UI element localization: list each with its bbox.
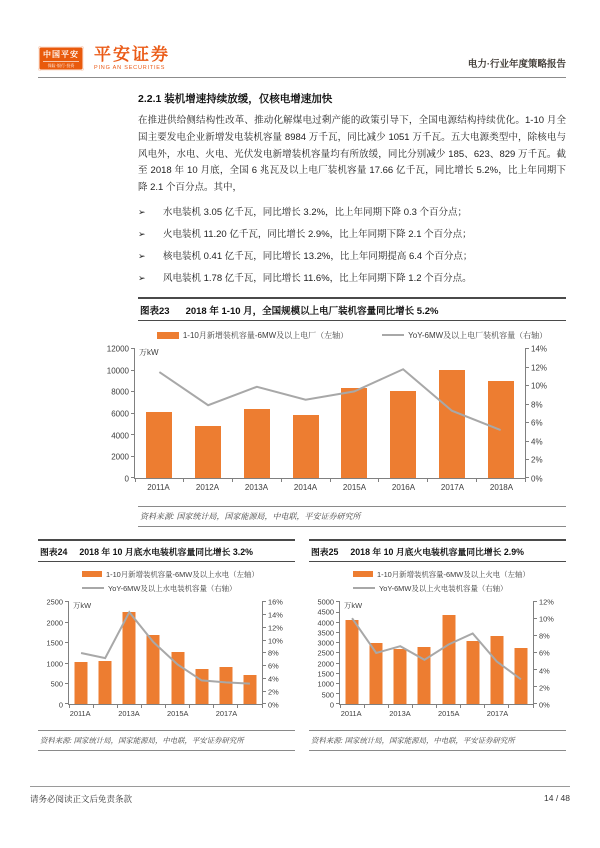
figure-24-label: 图表24	[40, 546, 68, 557]
bullet-item	[138, 206, 566, 219]
line-legend-swatch	[353, 587, 375, 589]
bullet-item	[138, 250, 566, 263]
right-axis	[263, 597, 295, 710]
bullet-list	[138, 206, 566, 285]
y-axis-tick-label: 500	[321, 690, 334, 700]
y-axis-tick-label: 14%	[268, 610, 283, 620]
y-axis-tick-label: 2%	[539, 683, 550, 693]
x-axis-labels	[134, 483, 526, 496]
line-legend-label: YoY-6MW及以上火电装机容量（右轴）	[379, 583, 508, 593]
y-axis-tick-label: 8%	[539, 631, 550, 641]
brand-block	[38, 46, 170, 71]
axis-tick	[364, 704, 365, 708]
axis-tick	[427, 478, 428, 482]
body-paragraph: 在推进供给侧结构性改革、推动化解煤电过剩产能的政策引导下，全国电源结构持续优化。1-10 月全国主要发电企业新增发电装机容量 8984 万千瓦，同比减少 1051 万千瓦。五大电源类型中，除核电与风电外，水电、火电、光伏发电新增装机容量均有所放缓，同比分别减少 185、623、829 万千瓦。截至 2018 年 10 月底，全国 6 兆瓦及以上电厂装机容量 17.66 亿千瓦，同比增长 5.2%，比上年同期下降 2.1 个百分点。其中，	[138, 115, 566, 194]
left-axis	[38, 597, 68, 710]
x-axis-tick-label: 2013A	[244, 482, 269, 492]
x-axis-tick-label: 2018A	[489, 482, 514, 492]
bullet-arrow-icon: ➢	[138, 206, 146, 217]
yoy-line	[159, 369, 500, 430]
y-axis-tick-label: 5000	[317, 597, 334, 607]
y-axis-tick-label: 2500	[46, 597, 63, 607]
figure-24-legend	[82, 569, 295, 594]
section-title: 2.2.1 装机增速持续放缓，仅核电增速加快	[138, 93, 333, 105]
y-axis-tick-label: 12%	[531, 363, 548, 373]
axis-tick	[378, 478, 379, 482]
y-axis-tick-label: 10%	[531, 381, 548, 391]
figure-25-source: 资料来源: 国家统计局，国家能源局，中电联，平安证券研究所	[309, 730, 566, 751]
yoy-line	[81, 612, 250, 683]
y-axis-tick-label: 2%	[268, 687, 279, 697]
right-axis	[534, 597, 566, 710]
figure-25-legend	[353, 569, 566, 594]
left-axis	[98, 344, 134, 484]
figure-23-legend	[138, 330, 566, 341]
x-axis-tick-label: 2017A	[486, 708, 509, 718]
bullet-item	[138, 272, 566, 285]
plot-area	[68, 602, 263, 705]
figure-23-chart	[98, 344, 566, 496]
figure-23-header	[138, 297, 566, 321]
y-axis-tick-label: 8000	[111, 387, 129, 397]
axis-tick	[237, 704, 238, 708]
report-type-label: 电力·行业年度策略报告	[467, 59, 566, 70]
legend-item-bar	[157, 330, 348, 341]
y-axis-tick-label: 6%	[531, 418, 543, 428]
axis-tick	[460, 704, 461, 708]
x-axis-tick-label: 2015A	[342, 482, 367, 492]
bullet-text: 核电装机 0.41 亿千瓦，同比增长 13.2%，比上年同期提高 6.4 个百分点；	[163, 250, 473, 262]
y-axis-tick-label: 0%	[539, 700, 550, 710]
y-axis-tick-label: 8%	[268, 648, 279, 658]
legend-item-line	[82, 583, 295, 594]
axis-tick	[232, 478, 233, 482]
bar-legend-swatch	[157, 332, 179, 339]
bar-legend-swatch	[353, 571, 373, 577]
figure-23-label: 图表23	[140, 305, 170, 317]
y-axis-tick-label: 2000	[111, 452, 129, 462]
x-axis-labels	[339, 709, 534, 722]
line-legend-swatch	[82, 587, 104, 589]
footer-disclaimer: 请务必阅读正文后免责条款	[30, 794, 133, 804]
y-axis-tick-label: 2000	[46, 618, 63, 628]
y-axis-tick-label: 0%	[531, 474, 543, 484]
y-axis-tick-label: 12000	[106, 344, 129, 354]
axis-tick	[436, 704, 437, 708]
right-axis	[526, 344, 566, 484]
y-axis-tick-label: 500	[50, 679, 63, 689]
legend-item-line	[382, 330, 547, 341]
figure-23-title: 2018 年 1-10 月，全国规模以上电厂装机容量同比增长 5.2%	[185, 305, 439, 317]
figure-24-source: 资料来源: 国家统计局，国家能源局，中电联，平安证券研究所	[38, 730, 295, 751]
main-content	[106, 91, 566, 527]
axis-tick	[93, 704, 94, 708]
bullet-arrow-icon: ➢	[138, 250, 146, 261]
axis-tick	[117, 704, 118, 708]
bar-legend-label: 1-10月新增装机容量-6MW及以上电厂（左轴）	[182, 330, 349, 340]
pingan-group-logo	[38, 46, 84, 71]
figure-24-title: 2018 年 10 月底水电装机容量同比增长 3.2%	[79, 546, 253, 557]
x-axis-tick-label: 2014A	[293, 482, 318, 492]
figure-25	[309, 539, 566, 751]
logo-subtitle: 保险·银行·投资	[43, 61, 79, 69]
y-axis-tick-label: 4500	[317, 607, 334, 617]
y-axis-tick-label: 10000	[106, 366, 129, 376]
left-axis	[309, 597, 339, 710]
axis-tick	[183, 478, 184, 482]
brand-name-en: PING AN SECURITIES	[94, 65, 166, 71]
y-axis-tick-label: 6%	[268, 661, 279, 671]
bullet-item	[138, 228, 566, 241]
line-legend-swatch	[382, 334, 404, 336]
bullet-text: 风电装机 1.78 亿千瓦，同比增长 11.6%，比上年同期下降 1.2 个百分点。	[163, 272, 472, 284]
axis-tick	[330, 478, 331, 482]
y-axis-tick-label: 2%	[531, 455, 543, 465]
axis-tick	[388, 704, 389, 708]
brand-name-cn: 平安证券	[94, 45, 170, 64]
y-axis-tick-label: 4%	[539, 666, 550, 676]
axis-tick	[165, 704, 166, 708]
bullet-arrow-icon: ➢	[138, 272, 146, 283]
figure-25-title: 2018 年 10 月底火电装机容量同比增长 2.9%	[350, 546, 524, 557]
x-axis-tick-label: 2017A	[440, 482, 465, 492]
page-header	[0, 0, 600, 71]
y-axis-tick-label: 3500	[317, 628, 334, 638]
y-axis-tick-label: 1000	[317, 679, 334, 689]
y-axis-tick-label: 0	[58, 700, 63, 710]
x-axis-tick-label: 2015A	[167, 708, 189, 718]
legend-item-line	[353, 583, 566, 594]
figure-25-label: 图表25	[311, 546, 339, 557]
x-axis-tick-label: 2013A	[118, 708, 140, 718]
plot-area	[134, 349, 526, 479]
y-axis-tick-label: 10%	[539, 614, 554, 624]
y-axis-tick-label: 16%	[268, 597, 283, 607]
axis-tick	[135, 478, 136, 482]
y-axis-tick-label: 4000	[317, 618, 334, 628]
axis-tick	[189, 704, 190, 708]
axis-tick	[69, 704, 70, 708]
y-axis-tick-label: 1500	[46, 638, 63, 648]
x-axis-tick-label: 2011A	[147, 482, 170, 492]
y-axis-tick-label: 0%	[268, 700, 279, 710]
axis-unit-label: 万kW	[73, 600, 92, 610]
x-axis-tick-label: 2016A	[391, 482, 416, 492]
legend-item-bar	[82, 569, 295, 580]
y-axis-tick-label: 1500	[317, 669, 334, 679]
bullet-arrow-icon: ➢	[138, 228, 146, 239]
y-axis-tick-label: 14%	[531, 344, 548, 354]
x-axis-tick-label: 2011A	[69, 708, 91, 718]
line-legend-label: YoY-6MW及以上电厂装机容量（右轴）	[408, 330, 548, 340]
axis-tick	[484, 704, 485, 708]
figure-25-chart	[309, 597, 566, 722]
x-axis-tick-label: 2013A	[389, 708, 411, 718]
y-axis-tick-label: 1000	[46, 659, 63, 669]
x-axis-tick-label: 2011A	[340, 708, 362, 718]
axis-unit-label: 万kW	[344, 600, 363, 610]
page-number: 14 / 48	[544, 793, 570, 803]
legend-item-bar	[353, 569, 566, 580]
figure-24-header	[38, 539, 295, 562]
axis-tick	[281, 478, 282, 482]
axis-tick	[412, 704, 413, 708]
figure-23-source: 资料来源: 国家统计局，国家能源局，中电联，平安证券研究所	[138, 506, 566, 527]
bar-legend-label: 1-10月新增装机容量-6MW及以上火电（左轴）	[377, 569, 530, 579]
y-axis-tick-label: 12%	[539, 597, 554, 607]
axis-unit-label: 万kW	[139, 347, 159, 357]
y-axis-tick-label: 6000	[111, 409, 129, 419]
figure-24-chart	[38, 597, 295, 722]
y-axis-tick-label: 2500	[317, 648, 334, 658]
axis-tick	[508, 704, 509, 708]
y-axis-tick-label: 4%	[268, 674, 279, 684]
x-axis-tick-label: 2017A	[215, 708, 238, 718]
bullet-text: 水电装机 3.05 亿千瓦，同比增长 3.2%，比上年同期下降 0.3 个百分点；	[163, 206, 468, 218]
x-axis-tick-label: 2012A	[195, 482, 220, 492]
axis-tick	[213, 704, 214, 708]
axis-tick	[141, 704, 142, 708]
bullet-text: 火电装机 11.20 亿千瓦，同比增长 2.9%，比上年同期下降 2.1 个百分点；	[163, 228, 472, 240]
figure-25-header	[309, 539, 566, 562]
yoy-line	[352, 618, 521, 679]
axis-tick	[340, 704, 341, 708]
line-legend-label: YoY-6MW及以上水电装机容量（右轴）	[108, 583, 237, 593]
small-figures-row	[38, 539, 566, 751]
y-axis-tick-label: 4000	[111, 431, 129, 441]
plot-area	[339, 602, 534, 705]
y-axis-tick-label: 0	[329, 700, 334, 710]
logo-title: 中国平安	[43, 50, 79, 59]
figure-23	[106, 297, 566, 527]
y-axis-tick-label: 6%	[539, 648, 550, 658]
bar-legend-swatch	[82, 571, 102, 577]
brand-text	[94, 46, 170, 71]
y-axis-tick-label: 8%	[531, 400, 543, 410]
y-axis-tick-label: 0	[124, 474, 129, 484]
y-axis-tick-label: 10%	[268, 636, 283, 646]
page-footer	[30, 786, 570, 805]
y-axis-tick-label: 3000	[317, 638, 334, 648]
axis-tick	[476, 478, 477, 482]
y-axis-tick-label: 2000	[317, 659, 334, 669]
header-divider	[38, 77, 566, 78]
y-axis-tick-label: 12%	[268, 623, 283, 633]
x-axis-tick-label: 2015A	[438, 708, 460, 718]
y-axis-tick-label: 4%	[531, 437, 543, 447]
figure-24	[38, 539, 295, 751]
x-axis-labels	[68, 709, 263, 722]
bar-legend-label: 1-10月新增装机容量-6MW及以上水电（左轴）	[106, 569, 259, 579]
